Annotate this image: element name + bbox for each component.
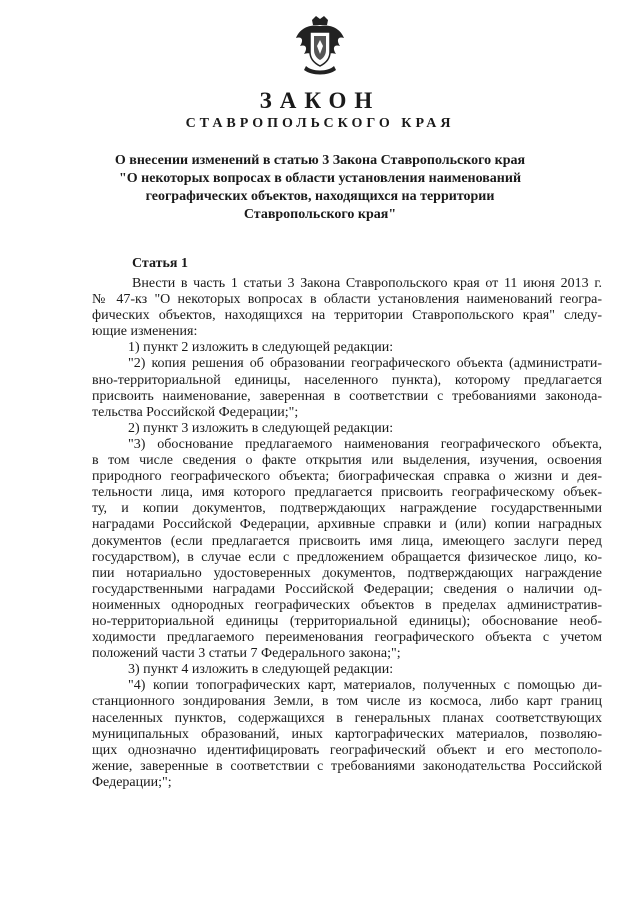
heading-line: географических объектов, находящихся на территории <box>145 189 495 204</box>
body-line: вно-территориальной единицы, населенного пункта), которому предлагается <box>92 372 602 388</box>
body-line: документов (если предлагается присвоить имя лица, имеющего заслуги перед <box>92 533 602 549</box>
body-line: государственными наградами Российской Федерации; сведения о наличии од- <box>92 581 602 597</box>
article-body <box>92 276 602 791</box>
body-line: щих однозначно идентифицировать географический объект и его местополо- <box>92 742 602 758</box>
body-line: населенных пунктов, содержащихся в генеральных планах соответствующих <box>92 710 602 726</box>
heading-line: О внесении изменений в статью 3 Закона Ставропольского края <box>114 153 526 168</box>
heading-line: Ставропольского края" <box>243 207 397 222</box>
region-title: СТАВРОПОЛЬСКОГО КРАЯ <box>185 116 455 131</box>
body-line: но-территориальной единицы (территориальной единицы); обоснование необ- <box>92 613 602 629</box>
document-title: ЗАКОН <box>259 88 381 113</box>
body-line: Федерации;"; <box>92 774 172 790</box>
body-line: ту, и копии документов, подтверждающих награждение государственными <box>92 501 602 517</box>
body-line: "3) обоснование предлагаемого наименования географического объекта, <box>128 436 602 452</box>
body-line: муниципальных образований, иных картографических материалов, позволяю- <box>92 726 602 742</box>
coat-of-arms-icon <box>294 14 346 78</box>
body-line: 2) пункт 3 изложить в следующей редакции: <box>128 420 394 436</box>
body-line: ходимости предлагаемого переименования географического объекта с учетом <box>92 630 602 646</box>
body-line: ноименных однородных географических объектов в пределах административ- <box>92 597 602 613</box>
body-line: фических объектов, находящихся на территории Ставропольского края" следу- <box>92 308 602 324</box>
heading-line: "О некоторых вопросах в области установления наименований <box>118 171 522 186</box>
body-line: природного географического объекта; биографическая справка о жизни и дея- <box>92 469 602 485</box>
body-line: тельности лица, имя которого предлагается присвоить географическому объек- <box>92 485 602 501</box>
body-line: 3) пункт 4 изложить в следующей редакции: <box>128 662 394 678</box>
body-line: в том числе сведения о факте открытия или выделения, изучения, освоения <box>92 453 602 469</box>
body-line: наградами Российской Федерации, архивные справки и (или) копии наградных <box>92 517 602 533</box>
body-line: "2) копия решения об образовании географического объекта (администрати- <box>128 356 602 372</box>
body-line: государством), в случае если с предложением обращается физическое лицо, ко- <box>92 549 602 565</box>
body-line: "4) копии топографических карт, материалов, полученных с помощью ди- <box>128 678 602 694</box>
body-line: станционного зондирования Земли, в том числе из космоса, либо карт границ <box>92 694 602 710</box>
body-line: жение, заверенные в соответствии с требованиями законодательства Российской <box>92 758 602 774</box>
body-line: положений части 3 статьи 7 Федерального закона;"; <box>92 646 401 662</box>
body-line: присвоить наименование, заверенная в соответствии с требованиями законода- <box>92 388 602 404</box>
body-line: Внести в часть 1 статьи 3 Закона Ставропольского края от 11 июня 2013 г. <box>132 276 602 291</box>
body-line: тельства Российской Федерации;"; <box>92 404 299 420</box>
law-heading <box>90 152 550 224</box>
body-line: пии нотариально удостоверенных документов, подтверждающих награждение <box>92 565 602 581</box>
body-line: 1) пункт 2 изложить в следующей редакции: <box>128 340 394 356</box>
article-title: Статья 1 <box>132 256 188 271</box>
body-line: № 47-кз "О некоторых вопросах в области установления наименований геогра- <box>92 292 602 308</box>
body-line: ющие изменения: <box>92 324 198 340</box>
